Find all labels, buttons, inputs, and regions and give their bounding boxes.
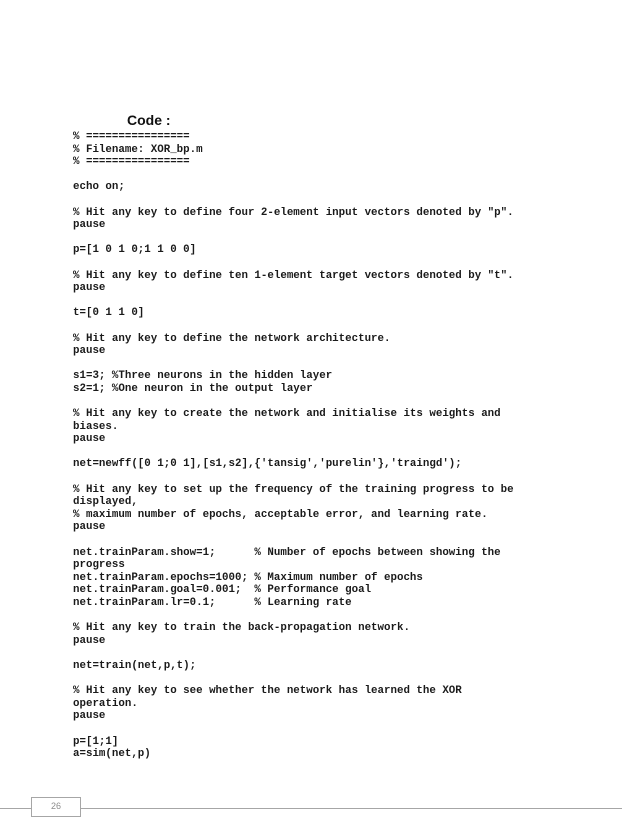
code-line: % Hit any key to create the network and initialise its weights and bbox=[73, 408, 501, 421]
code-line: a=sim(net,p) bbox=[73, 748, 151, 761]
code-line: pause bbox=[73, 710, 106, 723]
page-number: 26 bbox=[50, 801, 61, 811]
code-line bbox=[73, 358, 514, 371]
code-line bbox=[73, 169, 514, 182]
code-line: echo on; bbox=[73, 181, 125, 194]
code-line: s1=3; %Three neurons in the hidden layer bbox=[73, 370, 333, 383]
code-line: % Hit any key to see whether the network has learned the XOR bbox=[73, 685, 462, 698]
code-line bbox=[73, 723, 514, 736]
code-line: % Filename: XOR_bp.m bbox=[73, 143, 203, 156]
code-listing bbox=[73, 131, 514, 761]
code-line: % Hit any key to train the back-propagation network. bbox=[73, 622, 410, 635]
footer-rule bbox=[0, 808, 622, 809]
code-line: pause bbox=[73, 345, 106, 358]
code-line bbox=[73, 295, 514, 308]
code-line: pause bbox=[73, 219, 106, 232]
code-line bbox=[73, 257, 514, 270]
code-line: p=[1 0 1 0;1 1 0 0] bbox=[73, 244, 197, 257]
code-line: % ================ bbox=[73, 131, 190, 143]
code-line: p=[1;1] bbox=[73, 735, 119, 748]
code-line: pause bbox=[73, 282, 106, 295]
code-line: % Hit any key to define the network architecture. bbox=[73, 332, 391, 345]
code-line bbox=[73, 194, 514, 207]
code-line bbox=[73, 534, 514, 547]
code-line: s2=1; %One neuron in the output layer bbox=[73, 382, 313, 395]
code-line: net.trainParam.goal=0.001; % Performance goal bbox=[73, 584, 372, 597]
code-line bbox=[73, 673, 514, 686]
code-line: net=train(net,p,t); bbox=[73, 659, 197, 672]
code-line bbox=[73, 471, 514, 484]
code-heading: Code : bbox=[127, 112, 171, 128]
code-line bbox=[73, 395, 514, 408]
page-number-tab bbox=[31, 797, 81, 817]
code-line bbox=[73, 610, 514, 623]
code-line: biases. bbox=[73, 420, 119, 433]
code-line: % Hit any key to set up the frequency of the training progress to be bbox=[73, 483, 514, 496]
code-line: progress bbox=[73, 559, 125, 572]
code-line: % Hit any key to define ten 1-element target vectors denoted by "t". bbox=[73, 269, 514, 282]
code-line: displayed, bbox=[73, 496, 138, 509]
code-line bbox=[73, 647, 514, 660]
code-line: pause bbox=[73, 433, 106, 446]
code-line: net=newff([0 1;0 1],[s1,s2],{'tansig','purelin'},'traingd'); bbox=[73, 458, 462, 471]
code-line: pause bbox=[73, 634, 106, 647]
code-line: net.trainParam.epochs=1000; % Maximum number of epochs bbox=[73, 571, 423, 584]
code-line: pause bbox=[73, 521, 106, 534]
code-line: % maximum number of epochs, acceptable error, and learning rate. bbox=[73, 508, 488, 521]
code-line bbox=[73, 320, 514, 333]
code-line: operation. bbox=[73, 697, 138, 710]
code-line bbox=[73, 446, 514, 459]
code-line: % ================ bbox=[73, 156, 190, 169]
code-line: % Hit any key to define four 2-element input vectors denoted by "p". bbox=[73, 206, 514, 219]
code-line: net.trainParam.show=1; % Number of epochs between showing the bbox=[73, 546, 501, 559]
code-line: net.trainParam.lr=0.1; % Learning rate bbox=[73, 596, 352, 609]
code-line: t=[0 1 1 0] bbox=[73, 307, 145, 320]
code-line bbox=[73, 232, 514, 245]
